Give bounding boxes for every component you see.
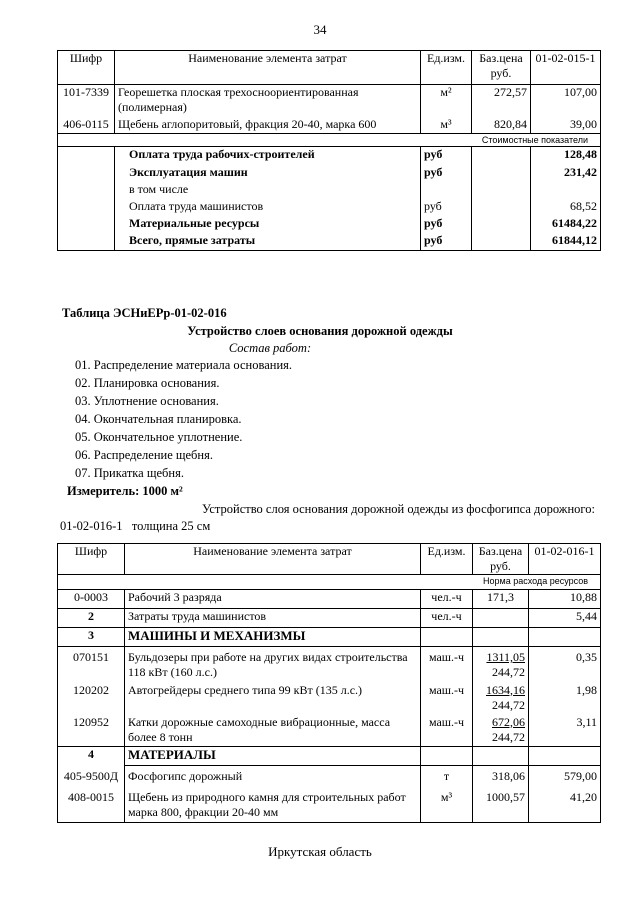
row-value: 10,88: [529, 590, 601, 609]
cost-name: Оплата труда машинистов: [115, 199, 421, 216]
material-value: 579,00: [529, 766, 601, 788]
machine-unit: маш.-ч: [421, 681, 473, 713]
machines-num: 3: [58, 628, 125, 647]
machine-price-top: 1634,16: [486, 682, 525, 697]
measure-value: 1000 м²: [142, 484, 183, 498]
material-price: 318,06: [473, 766, 529, 788]
materials-title: МАТЕРИАЛЫ: [125, 747, 421, 766]
machine-unit: маш.-ч: [421, 647, 473, 681]
cost-unit: руб: [421, 199, 472, 216]
norm-label: Норма расхода ресурсов: [58, 575, 601, 590]
cost-value: 68,52: [531, 199, 601, 216]
machine-value: 1,98: [529, 681, 601, 713]
cost-unit: руб: [421, 233, 472, 251]
row-unit: м³: [421, 117, 472, 134]
machine-code: 120952: [58, 713, 125, 747]
row-name: Щебень аглопоритовый, фракция 20-40, марка 600: [115, 117, 421, 134]
row-unit: м²: [421, 85, 472, 117]
section-title: Устройство слоев основания дорожной одежды: [187, 324, 453, 338]
material-code: 408-0015: [58, 788, 125, 823]
norm-label-row: [58, 575, 601, 590]
row-unit: чел.-ч: [421, 590, 473, 609]
table-row: [58, 590, 601, 609]
machines-heading-row: [58, 628, 601, 647]
table-header: [58, 544, 601, 575]
header-ref: 01-02-015-1: [531, 51, 601, 85]
row-code: 406-0115: [58, 117, 115, 134]
machine-price-bottom: 244,72: [492, 697, 525, 712]
row-value: 107,00: [531, 85, 601, 117]
header-name: Наименование элемента затрат: [115, 51, 421, 85]
material-name: Фосфогипс дорожный: [125, 766, 421, 788]
cost-name: Эксплуатация машин: [115, 165, 421, 182]
cost-name: Оплата труда рабочих-строителей: [115, 147, 421, 165]
machine-price: [473, 681, 529, 713]
measure: [67, 484, 183, 499]
cost-row: [58, 233, 601, 251]
machines-title: МАШИНЫ И МЕХАНИЗМЫ: [125, 628, 421, 647]
row-code: 0-0003: [58, 590, 125, 609]
machine-code: 070151: [58, 647, 125, 681]
header-unit: Ед.изм.: [421, 544, 473, 575]
table-row: [58, 85, 601, 117]
work-item: 03. Уплотнение основания.: [75, 394, 219, 408]
footer-region: Иркутская область: [268, 844, 372, 859]
cost-row: [58, 199, 601, 216]
cost-unit: руб: [421, 147, 472, 165]
item-code: 01-02-016-1: [60, 519, 123, 533]
material-code: 405-9500Д: [58, 766, 125, 788]
item-line: [60, 519, 210, 534]
cost-row: [58, 147, 601, 165]
work-item: 02. Планировка основания.: [75, 376, 220, 390]
materials-num: 4: [58, 747, 125, 766]
materials-heading-row: [58, 747, 601, 766]
cost-unit: руб: [421, 165, 472, 182]
cost-name: в том числе: [115, 182, 421, 199]
machine-price: [473, 647, 529, 681]
row-code: 2: [58, 609, 125, 628]
table-row: [58, 609, 601, 628]
row-price: 272,57: [472, 85, 531, 117]
header-price: Баз.цена руб.: [472, 51, 531, 85]
cost-value: 61844,12: [531, 233, 601, 251]
material-row: [58, 766, 601, 788]
row-name: Рабочий 3 разряда: [125, 590, 421, 609]
machine-price-bottom: 244,72: [492, 665, 525, 679]
machine-name: Автогрейдеры среднего типа 99 кВт (135 л.с.): [125, 681, 421, 713]
row-code: 101-7339: [58, 85, 115, 117]
row-price: [473, 609, 529, 628]
row-value: 5,44: [529, 609, 601, 628]
material-name: Щебень из природного камня для строительных работ марка 800, фракции 20-40 мм: [125, 788, 421, 823]
section-label: Стоимостные показатели: [58, 134, 601, 147]
cost-name: Материальные ресурсы: [115, 216, 421, 233]
work-item: 01. Распределение материала основания.: [75, 358, 293, 372]
work-item: 07. Прикатка щебня.: [75, 466, 184, 480]
cost-value: [531, 182, 601, 199]
header-ref: 01-02-016-1: [529, 544, 601, 575]
cost-value: 61484,22: [531, 216, 601, 233]
section-label-row: [58, 134, 601, 147]
resource-table-1: [57, 50, 601, 251]
material-value: 41,20: [529, 788, 601, 823]
cost-row: [58, 165, 601, 182]
machine-name: Бульдозеры при работе на других видах строительства 118 кВт (160 л.с.): [125, 647, 421, 681]
machine-value: 3,11: [529, 713, 601, 747]
work-item: 06. Распределение щебня.: [75, 448, 213, 462]
item-text: толщина 25 см: [131, 519, 211, 533]
machine-value: 0,35: [529, 647, 601, 681]
header-name: Наименование элемента затрат: [125, 544, 421, 575]
machine-price-top: 1311,05: [486, 650, 525, 664]
works-subtitle: Состав работ:: [228, 341, 312, 355]
header-unit: Ед.изм.: [421, 51, 472, 85]
machine-row: [58, 681, 601, 713]
cost-unit: руб: [421, 216, 472, 233]
resource-table-2: [57, 543, 601, 823]
row-price: 820,84: [472, 117, 531, 134]
cost-name: Всего, прямые затраты: [115, 233, 421, 251]
cost-row: [58, 216, 601, 233]
cost-unit: [421, 182, 472, 199]
row-unit: чел.-ч: [421, 609, 473, 628]
measure-label: Измеритель:: [67, 484, 140, 498]
material-row: [58, 788, 601, 823]
page-number: 34: [313, 22, 327, 37]
description: Устройство слоя основания дорожной одежды из фосфогипса дорожного:: [202, 502, 595, 516]
cost-value: 128,48: [531, 147, 601, 165]
header-code: Шифр: [58, 544, 125, 575]
cost-row: [58, 182, 601, 199]
machine-code: 120202: [58, 681, 125, 713]
machine-price-top: 672,06: [492, 714, 525, 729]
row-name: Георешетка плоская трехосноориентированная (полимерная): [115, 85, 421, 117]
material-price: 1000,57: [473, 788, 529, 823]
material-unit: м³: [421, 788, 473, 823]
machine-price-bottom: 244,72: [492, 729, 525, 744]
header-code: Шифр: [58, 51, 115, 85]
row-value: 39,00: [531, 117, 601, 134]
table-header: [58, 51, 601, 85]
header-price: Баз.цена руб.: [473, 544, 529, 575]
work-item: 04. Окончательная планировка.: [75, 412, 242, 426]
row-name: Затраты труда машинистов: [125, 609, 421, 628]
table-title: Таблица ЭСНиЕРр-01-02-016: [62, 306, 227, 320]
work-item: 05. Окончательное уплотнение.: [75, 430, 243, 444]
machine-price: [473, 713, 529, 747]
cost-value: 231,42: [531, 165, 601, 182]
row-price: 171,3: [473, 590, 529, 609]
machine-unit: маш.-ч: [421, 713, 473, 747]
machine-row: [58, 647, 601, 681]
machine-name: Катки дорожные самоходные вибрационные, масса более 8 тонн: [125, 713, 421, 747]
machine-row: [58, 713, 601, 747]
table-row: [58, 117, 601, 134]
material-unit: т: [421, 766, 473, 788]
